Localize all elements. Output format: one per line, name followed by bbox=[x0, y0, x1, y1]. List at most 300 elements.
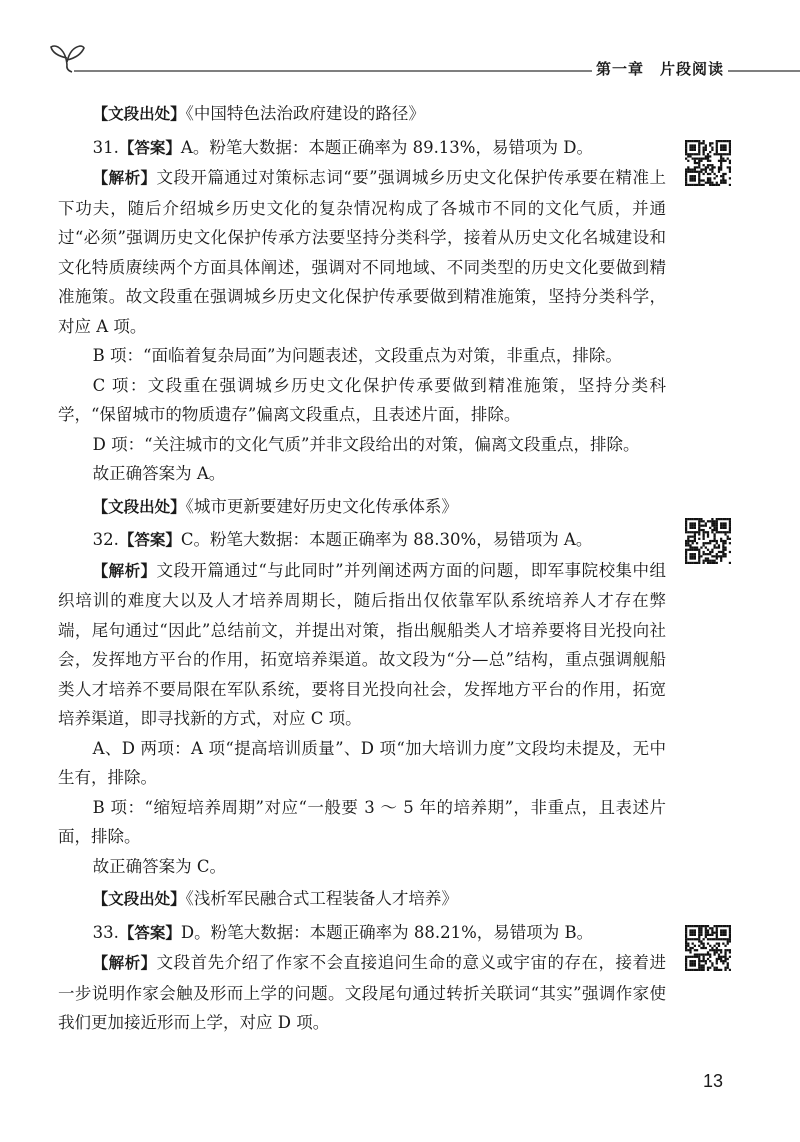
qr-module bbox=[711, 166, 713, 168]
qr-module bbox=[692, 960, 694, 962]
qr-module bbox=[720, 144, 722, 146]
qr-module bbox=[698, 934, 700, 936]
qr-module bbox=[713, 153, 715, 155]
qr-module bbox=[729, 177, 731, 179]
qr-module bbox=[692, 531, 694, 533]
qr-module bbox=[694, 949, 696, 951]
qr-module bbox=[689, 171, 691, 173]
qr-module bbox=[700, 158, 702, 160]
qr-module bbox=[716, 153, 718, 155]
qr-module bbox=[724, 555, 726, 557]
qr-module bbox=[698, 153, 700, 155]
option-paragraph bbox=[58, 341, 666, 371]
qr-module bbox=[698, 553, 700, 555]
qr-module bbox=[687, 168, 689, 170]
qr-module bbox=[709, 540, 711, 542]
qr-module bbox=[727, 958, 729, 960]
qr-module bbox=[727, 166, 729, 168]
body-text: 《城市更新要建好历史文化传承体系》 bbox=[185, 496, 458, 516]
option-paragraph bbox=[58, 371, 666, 430]
qr-module bbox=[716, 951, 718, 953]
qr-module bbox=[724, 173, 726, 175]
qr-module bbox=[720, 958, 722, 960]
qr-module bbox=[685, 934, 687, 936]
qr-module bbox=[698, 925, 700, 927]
qr-module bbox=[692, 525, 694, 527]
qr-module bbox=[698, 149, 700, 151]
qr-module bbox=[711, 560, 713, 562]
qr-module bbox=[729, 153, 731, 155]
qr-module bbox=[718, 953, 720, 955]
qr-module bbox=[694, 162, 696, 164]
qr-module bbox=[698, 142, 700, 144]
sprout-icon bbox=[51, 46, 84, 72]
qr-module bbox=[698, 140, 700, 142]
qr-module bbox=[700, 969, 702, 971]
qr-module bbox=[727, 964, 729, 966]
qr-module bbox=[689, 540, 691, 542]
qr-module bbox=[703, 562, 705, 564]
qr-module bbox=[696, 166, 698, 168]
qr-module bbox=[707, 938, 709, 940]
qr-module bbox=[689, 149, 691, 151]
qr-module bbox=[692, 549, 694, 551]
qr-module bbox=[694, 540, 696, 542]
qr-module bbox=[703, 184, 705, 186]
qr-module bbox=[698, 184, 700, 186]
qr-module bbox=[722, 929, 724, 931]
qr-module bbox=[716, 151, 718, 153]
qr-module bbox=[689, 175, 691, 177]
qr-module bbox=[716, 184, 718, 186]
qr-module bbox=[727, 536, 729, 538]
qr-module bbox=[694, 158, 696, 160]
qr-module bbox=[716, 555, 718, 557]
qr-module bbox=[718, 555, 720, 557]
qr-module bbox=[703, 553, 705, 555]
qr-module bbox=[689, 553, 691, 555]
qr-module bbox=[713, 546, 715, 548]
qr-module bbox=[694, 171, 696, 173]
qr-module bbox=[713, 932, 715, 934]
qr-module bbox=[707, 967, 709, 969]
option-paragraph bbox=[58, 430, 666, 460]
qr-module bbox=[685, 551, 687, 553]
qr-module bbox=[703, 925, 705, 927]
qr-module bbox=[722, 531, 724, 533]
qr-module bbox=[724, 945, 726, 947]
qr-module bbox=[696, 153, 698, 155]
qr-module bbox=[716, 925, 718, 927]
qr-module bbox=[703, 173, 705, 175]
qr-module bbox=[716, 144, 718, 146]
qr-module bbox=[729, 927, 731, 929]
qr-module bbox=[720, 538, 722, 540]
qr-module bbox=[705, 147, 707, 149]
qr-module bbox=[709, 160, 711, 162]
qr-module bbox=[689, 536, 691, 538]
qr-module bbox=[689, 951, 691, 953]
qr-module bbox=[692, 177, 694, 179]
qr-module bbox=[722, 956, 724, 958]
qr-module bbox=[685, 945, 687, 947]
qr-module bbox=[700, 967, 702, 969]
qr-module bbox=[713, 560, 715, 562]
qr-module bbox=[692, 168, 694, 170]
qr-module bbox=[698, 936, 700, 938]
section-tag: 【解析】 bbox=[92, 169, 157, 187]
qr-module bbox=[687, 542, 689, 544]
qr-module bbox=[698, 964, 700, 966]
qr-module bbox=[705, 522, 707, 524]
qr-module bbox=[709, 927, 711, 929]
qr-module bbox=[729, 932, 731, 934]
qr-module bbox=[685, 177, 687, 179]
qr-module bbox=[718, 531, 720, 533]
qr-module bbox=[705, 553, 707, 555]
answer-line bbox=[58, 918, 666, 949]
section-tag: 【答案】 bbox=[118, 923, 181, 942]
qr-module bbox=[713, 533, 715, 535]
qr-module bbox=[718, 171, 720, 173]
qr-module bbox=[694, 518, 696, 520]
qr-module bbox=[729, 956, 731, 958]
qr-module bbox=[696, 949, 698, 951]
qr-module bbox=[700, 184, 702, 186]
qr-module bbox=[716, 527, 718, 529]
qr-module bbox=[729, 144, 731, 146]
option-paragraph bbox=[58, 852, 666, 882]
qr-module bbox=[689, 179, 691, 181]
qr-module bbox=[707, 557, 709, 559]
qr-module bbox=[711, 171, 713, 173]
qr-module bbox=[720, 147, 722, 149]
qr-module bbox=[692, 179, 694, 181]
qr-module bbox=[716, 932, 718, 934]
qr-code-icon[interactable] bbox=[685, 140, 731, 186]
qr-module bbox=[716, 960, 718, 962]
qr-module bbox=[709, 184, 711, 186]
qr-module bbox=[722, 553, 724, 555]
qr-module bbox=[718, 956, 720, 958]
qr-code-icon[interactable] bbox=[685, 925, 731, 971]
qr-module bbox=[722, 962, 724, 964]
qr-module bbox=[698, 932, 700, 934]
qr-module bbox=[713, 536, 715, 538]
qr-module bbox=[698, 967, 700, 969]
qr-module bbox=[689, 544, 691, 546]
qr-module bbox=[711, 555, 713, 557]
qr-module bbox=[685, 525, 687, 527]
qr-module bbox=[694, 536, 696, 538]
qr-module bbox=[729, 940, 731, 942]
qr-module bbox=[700, 518, 702, 520]
qr-module bbox=[698, 151, 700, 153]
qr-module bbox=[694, 160, 696, 162]
qr-module bbox=[724, 938, 726, 940]
section-tag: 【解析】 bbox=[92, 561, 157, 580]
qr-module bbox=[685, 542, 687, 544]
qr-module bbox=[700, 964, 702, 966]
qr-module bbox=[727, 140, 729, 142]
qr-module bbox=[703, 164, 705, 166]
qr-module bbox=[692, 158, 694, 160]
qr-module bbox=[692, 527, 694, 529]
qr-module bbox=[696, 953, 698, 955]
qr-module bbox=[692, 184, 694, 186]
qr-module bbox=[716, 546, 718, 548]
qr-module bbox=[707, 562, 709, 564]
qr-module bbox=[711, 947, 713, 949]
qr-module bbox=[720, 179, 722, 181]
qr-module bbox=[724, 531, 726, 533]
qr-module bbox=[724, 140, 726, 142]
qr-module bbox=[716, 525, 718, 527]
qr-module bbox=[718, 551, 720, 553]
qr-module bbox=[694, 144, 696, 146]
qr-module bbox=[709, 938, 711, 940]
qr-module bbox=[692, 546, 694, 548]
qr-module bbox=[692, 149, 694, 151]
qr-module bbox=[685, 171, 687, 173]
qr-module bbox=[685, 927, 687, 929]
qr-module bbox=[694, 175, 696, 177]
qr-module bbox=[722, 140, 724, 142]
qr-module bbox=[720, 158, 722, 160]
qr-module bbox=[698, 555, 700, 557]
qr-module bbox=[694, 932, 696, 934]
qr-module bbox=[705, 927, 707, 929]
qr-module bbox=[729, 531, 731, 533]
qr-module bbox=[703, 142, 705, 144]
qr-module bbox=[707, 533, 709, 535]
qr-module bbox=[692, 522, 694, 524]
qr-module bbox=[722, 144, 724, 146]
qr-module bbox=[713, 527, 715, 529]
qr-module bbox=[722, 542, 724, 544]
body-text: D 项：“关注城市的文化气质”并非文段给出的对策，偏离文段重点，排除。 bbox=[92, 434, 640, 454]
qr-module bbox=[694, 177, 696, 179]
qr-module bbox=[729, 184, 731, 186]
qr-module bbox=[700, 179, 702, 181]
qr-module bbox=[685, 182, 687, 184]
qr-module bbox=[694, 166, 696, 168]
qr-module bbox=[692, 934, 694, 936]
qr-module bbox=[711, 932, 713, 934]
qr-module bbox=[720, 522, 722, 524]
qr-module bbox=[692, 929, 694, 931]
qr-module bbox=[720, 551, 722, 553]
qr-module bbox=[722, 551, 724, 553]
qr-module bbox=[729, 969, 731, 971]
qr-module bbox=[718, 969, 720, 971]
qr-module bbox=[705, 144, 707, 146]
qr-module bbox=[711, 529, 713, 531]
qr-module bbox=[703, 168, 705, 170]
qr-module bbox=[692, 962, 694, 964]
qr-module bbox=[716, 518, 718, 520]
qr-module bbox=[727, 153, 729, 155]
qr-module bbox=[707, 164, 709, 166]
qr-module bbox=[696, 562, 698, 564]
qr-module bbox=[707, 549, 709, 551]
qr-module bbox=[698, 938, 700, 940]
qr-module bbox=[716, 949, 718, 951]
qr-module bbox=[720, 531, 722, 533]
qr-module bbox=[729, 171, 731, 173]
qr-module bbox=[685, 956, 687, 958]
qr-module bbox=[703, 943, 705, 945]
qr-module bbox=[707, 958, 709, 960]
qr-module bbox=[698, 969, 700, 971]
qr-module bbox=[698, 562, 700, 564]
question-number: 32. bbox=[92, 530, 119, 549]
source-line bbox=[58, 884, 666, 915]
qr-module bbox=[722, 546, 724, 548]
qr-module bbox=[692, 542, 694, 544]
qr-module bbox=[689, 969, 691, 971]
qr-module bbox=[698, 929, 700, 931]
qr-module bbox=[724, 147, 726, 149]
qr-module bbox=[689, 964, 691, 966]
qr-module bbox=[713, 969, 715, 971]
qr-module bbox=[685, 549, 687, 551]
qr-module bbox=[685, 151, 687, 153]
qr-module bbox=[685, 938, 687, 940]
qr-module bbox=[685, 540, 687, 542]
qr-module bbox=[694, 147, 696, 149]
qr-module bbox=[711, 168, 713, 170]
qr-module bbox=[711, 531, 713, 533]
qr-module bbox=[722, 525, 724, 527]
qr-module bbox=[689, 962, 691, 964]
qr-module bbox=[685, 960, 687, 962]
qr-module bbox=[724, 540, 726, 542]
qr-module bbox=[729, 147, 731, 149]
qr-module bbox=[718, 168, 720, 170]
qr-module bbox=[685, 147, 687, 149]
qr-module bbox=[705, 531, 707, 533]
qr-module bbox=[713, 967, 715, 969]
qr-module bbox=[689, 144, 691, 146]
qr-module bbox=[703, 544, 705, 546]
qr-module bbox=[689, 549, 691, 551]
qr-module bbox=[709, 182, 711, 184]
qr-module bbox=[685, 964, 687, 966]
qr-module bbox=[724, 553, 726, 555]
qr-module bbox=[689, 153, 691, 155]
page-number: 13 bbox=[703, 1071, 724, 1091]
qr-module bbox=[705, 929, 707, 931]
qr-module bbox=[720, 168, 722, 170]
qr-module bbox=[700, 529, 702, 531]
qr-module bbox=[716, 947, 718, 949]
qr-module bbox=[720, 155, 722, 157]
qr-module bbox=[722, 527, 724, 529]
qr-module bbox=[689, 932, 691, 934]
qr-module bbox=[705, 171, 707, 173]
qr-module bbox=[724, 525, 726, 527]
section-tag: 【文段出处】 bbox=[92, 497, 186, 516]
qr-module bbox=[703, 153, 705, 155]
qr-module bbox=[700, 925, 702, 927]
qr-module bbox=[692, 947, 694, 949]
qr-module bbox=[722, 540, 724, 542]
qr-module bbox=[703, 147, 705, 149]
qr-module bbox=[687, 184, 689, 186]
qr-module bbox=[705, 960, 707, 962]
qr-module bbox=[696, 162, 698, 164]
qr-module bbox=[722, 158, 724, 160]
qr-module bbox=[724, 527, 726, 529]
section-tag: 【解析】 bbox=[92, 954, 157, 972]
qr-module bbox=[698, 962, 700, 964]
qr-module bbox=[709, 173, 711, 175]
qr-module bbox=[705, 546, 707, 548]
qr-module bbox=[718, 945, 720, 947]
qr-module bbox=[718, 938, 720, 940]
qr-module bbox=[698, 175, 700, 177]
qr-module bbox=[692, 153, 694, 155]
qr-module bbox=[711, 518, 713, 520]
qr-module bbox=[694, 934, 696, 936]
qr-module bbox=[729, 140, 731, 142]
qr-module bbox=[703, 536, 705, 538]
qr-module bbox=[720, 166, 722, 168]
qr-module bbox=[685, 168, 687, 170]
qr-module bbox=[727, 518, 729, 520]
qr-module bbox=[716, 562, 718, 564]
qr-module bbox=[694, 557, 696, 559]
qr-module bbox=[720, 175, 722, 177]
qr-module bbox=[716, 934, 718, 936]
qr-module bbox=[729, 938, 731, 940]
qr-module bbox=[720, 153, 722, 155]
qr-module bbox=[716, 142, 718, 144]
option-paragraph bbox=[58, 734, 666, 793]
body-text: 文段开篇通过对策标志词“要”强调城乡历史文化保护传承要在精准上下功夫，随后介绍城乡历史文化的复杂情况构成了各城市不同的文化气质，并通过“必须”强调历史文化保护传承方法要坚持分类科学，接着从历史文化名城建设和文化特质赓续两个方面具体阐述，强调对不同地域、不同类型的历史文化要做到精准施策。故文段重在强调城乡历史文化保护传承要做到精准施策，坚持分类科学，对应 A 项。 bbox=[58, 168, 666, 336]
qr-module bbox=[729, 525, 731, 527]
qr-module bbox=[698, 147, 700, 149]
qr-code-icon[interactable] bbox=[685, 518, 731, 564]
qr-module bbox=[692, 938, 694, 940]
qr-module bbox=[698, 182, 700, 184]
qr-module bbox=[713, 538, 715, 540]
qr-module bbox=[687, 540, 689, 542]
qr-module bbox=[698, 560, 700, 562]
qr-module bbox=[709, 551, 711, 553]
qr-module bbox=[720, 525, 722, 527]
qr-module bbox=[722, 149, 724, 151]
qr-module bbox=[700, 555, 702, 557]
qr-module bbox=[722, 934, 724, 936]
qr-module bbox=[698, 179, 700, 181]
qr-module bbox=[716, 557, 718, 559]
qr-module bbox=[720, 949, 722, 951]
qr-module bbox=[694, 969, 696, 971]
qr-module bbox=[718, 140, 720, 142]
qr-module bbox=[703, 560, 705, 562]
qr-module bbox=[689, 168, 691, 170]
qr-module bbox=[716, 542, 718, 544]
qr-module bbox=[685, 527, 687, 529]
qr-module bbox=[711, 549, 713, 551]
qr-module bbox=[713, 925, 715, 927]
qr-module bbox=[696, 518, 698, 520]
qr-module bbox=[692, 925, 694, 927]
qr-module bbox=[716, 943, 718, 945]
qr-module bbox=[689, 949, 691, 951]
